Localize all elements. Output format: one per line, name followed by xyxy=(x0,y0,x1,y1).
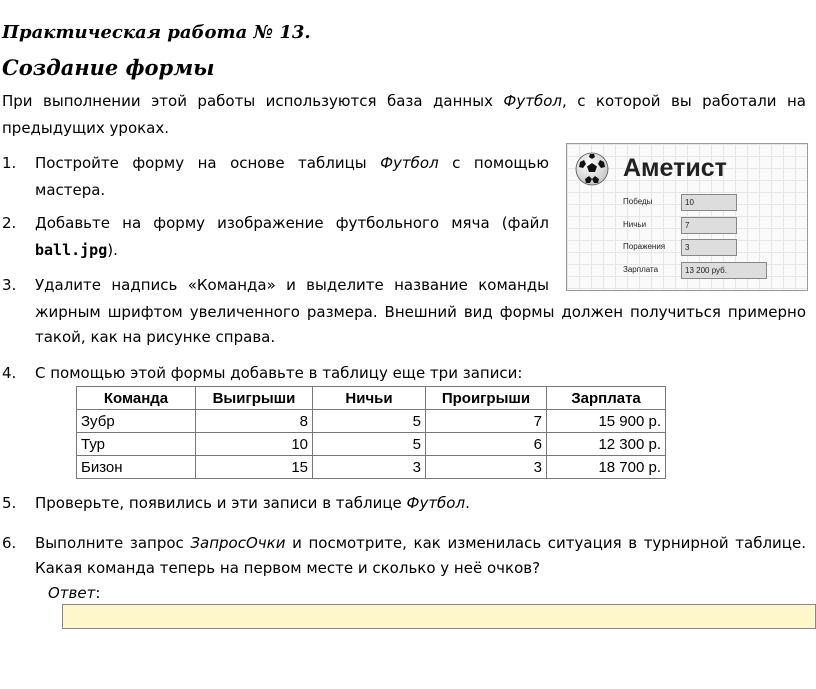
table-row xyxy=(77,433,666,456)
wins-field[interactable]: 10 xyxy=(681,194,737,211)
cell-losses: 7 xyxy=(426,410,547,433)
records-table xyxy=(76,386,666,479)
intro-line-2: предыдущих уроках. xyxy=(2,119,170,137)
step-3-line-1: Удалите надпись «Команда» и выделите название команды xyxy=(35,276,549,294)
cell-losses: 6 xyxy=(426,433,547,456)
col-header-draws: Ничьи xyxy=(313,387,426,410)
wins-label: Победы xyxy=(623,197,653,206)
cell-salary: 15 900 р. xyxy=(547,410,666,433)
cell-wins: 10 xyxy=(196,433,313,456)
draws-field[interactable]: 7 xyxy=(681,217,737,234)
cell-draws: 3 xyxy=(313,456,426,479)
cell-draws: 5 xyxy=(313,410,426,433)
step-5-text: Проверьте, появились и эти записи в таблице Футбол. xyxy=(35,494,470,512)
cell-team: Бизон xyxy=(77,456,196,479)
answer-label: Ответ: xyxy=(48,584,101,602)
step-2-number: 2. xyxy=(2,214,17,232)
salary-label: Зарплата xyxy=(623,265,659,274)
step-6-number: 6. xyxy=(2,534,17,552)
cell-losses: 3 xyxy=(426,456,547,479)
intro-line-1: При выполнении этой работы используются база данных Футбол, с которой вы работали на xyxy=(2,92,806,110)
soccer-ball-icon xyxy=(575,152,609,186)
col-header-losses: Проигрыши xyxy=(426,387,547,410)
page-title: Создание формы xyxy=(2,55,215,80)
cell-wins: 15 xyxy=(196,456,313,479)
table-header-row xyxy=(77,387,666,410)
filename: ball.jpg xyxy=(35,241,108,259)
losses-label: Поражения xyxy=(623,242,666,251)
step-1-line-2: мастера. xyxy=(35,181,106,199)
draws-label: Ничьи xyxy=(623,220,647,229)
step-6-line-2: Какая команда теперь на первом месте и сколько у неё очков? xyxy=(35,559,541,577)
cell-draws: 5 xyxy=(313,433,426,456)
col-header-salary: Зарплата xyxy=(547,387,666,410)
worksheet-number: Практическая работа № 13. xyxy=(2,22,311,43)
table-row xyxy=(77,456,666,479)
cell-team: Тур xyxy=(77,433,196,456)
step-1-number: 1. xyxy=(2,154,17,172)
step-3-line-3: такой, как на рисунке справа. xyxy=(35,328,276,346)
col-header-wins: Выигрыши xyxy=(196,387,313,410)
form-preview-image xyxy=(566,143,808,291)
step-5-number: 5. xyxy=(2,494,17,512)
cell-salary: 18 700 р. xyxy=(547,456,666,479)
step-4-text: С помощью этой формы добавьте в таблицу еще три записи: xyxy=(35,364,523,382)
step-4-number: 4. xyxy=(2,364,17,382)
answer-field[interactable] xyxy=(62,604,816,629)
step-2-line-2: ball.jpg). xyxy=(35,241,118,259)
table-row xyxy=(77,410,666,433)
step-3-number: 3. xyxy=(2,276,17,294)
cell-salary: 12 300 р. xyxy=(547,433,666,456)
step-2-line-1: Добавьте на форму изображение футбольного мяча (файл xyxy=(35,214,549,232)
col-header-team: Команда xyxy=(77,387,196,410)
salary-field[interactable]: 13 200 руб. xyxy=(681,262,767,279)
losses-field[interactable]: 3 xyxy=(681,239,737,256)
cell-team: Зубр xyxy=(77,410,196,433)
step-3-line-2: жирным шрифтом увеличенного размера. Внешний вид формы должен получиться примерно xyxy=(35,303,806,321)
step-6-line-1: Выполните запрос ЗапросОчки и посмотрите, как изменилась ситуация в турнирной таблице. xyxy=(35,534,806,552)
cell-wins: 8 xyxy=(196,410,313,433)
step-1-line-1: Постройте форму на основе таблицы Футбол с помощью xyxy=(35,154,549,172)
team-name-label: Аметист xyxy=(623,154,727,182)
